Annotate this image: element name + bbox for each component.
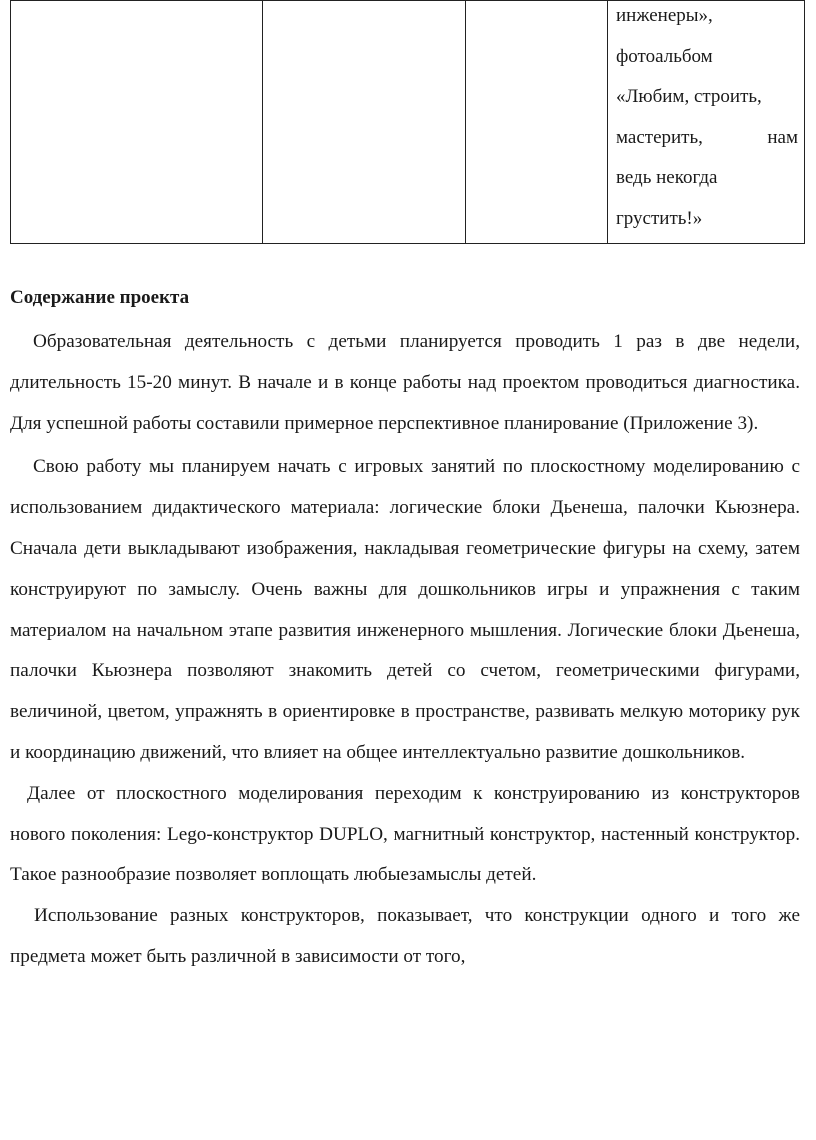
- cell-line: [616, 118, 798, 159]
- cell-line: ведь некогда: [616, 167, 718, 188]
- cell-line: фотоальбом: [616, 45, 713, 67]
- paragraph: Свою работу мы планируем начать с игровых занятий по плоскостному моделированию с использованием дидактического материала: логические блоки Дьенеша, палочки Кьюзнера. Сначала дети выкладывают изображения, накладывая геометрические фигуры на схему, затем конструируют по замыслу. Очень важны для дошкольников игры и упражнения с таким материалом на начальном этапе развития инженерного мышления. Логические блоки Дьенеша, палочки Кьюзнера позволяют знакомить детей со счетом, геометрическими фигурами, величиной, цветом, упражнять в ориентировке в пространстве, развивать мелкую моторику рук и координацию движений, что влияет на общее интеллектуально развитие дошкольников.: [10, 456, 800, 763]
- cell-line: грустить!»: [616, 207, 703, 229]
- cell-line: «Любим, строить,: [616, 86, 762, 107]
- section-body: [10, 322, 800, 978]
- activity-table: [10, 0, 805, 244]
- table-cell: [11, 1, 263, 244]
- table-cell: [466, 1, 608, 244]
- table-cell-products: [608, 1, 805, 244]
- paragraph: Использование разных конструкторов, показывает, что конструкции одного и того же предмета может быть различной в зависимости от того,: [10, 905, 800, 967]
- section-title: Содержание проекта: [10, 287, 190, 308]
- cell-text: [616, 0, 798, 239]
- cell-word: нам: [767, 126, 798, 148]
- table-row: [11, 1, 805, 244]
- table-cell: [263, 1, 466, 244]
- paragraph: Образовательная деятельность с детьми планируется проводить 1 раз в две недели, длительность 15-20 минут. В начале и в конце работы над проектом проводиться диагностика. Для успешной работы составили примерное перспективное планирование (Приложение 3).: [10, 331, 800, 434]
- cell-line: инженеры»,: [616, 5, 713, 26]
- paragraph: Далее от плоскостного моделирования переходим к конструированию из конструкторов нового поколения: Lego-конструктор DUPLO, магнитный конструктор, настенный конструктор. Такое разнообразие позволяет воплощать любыезамыслы детей.: [10, 782, 800, 886]
- cell-word: мастерить,: [616, 126, 703, 148]
